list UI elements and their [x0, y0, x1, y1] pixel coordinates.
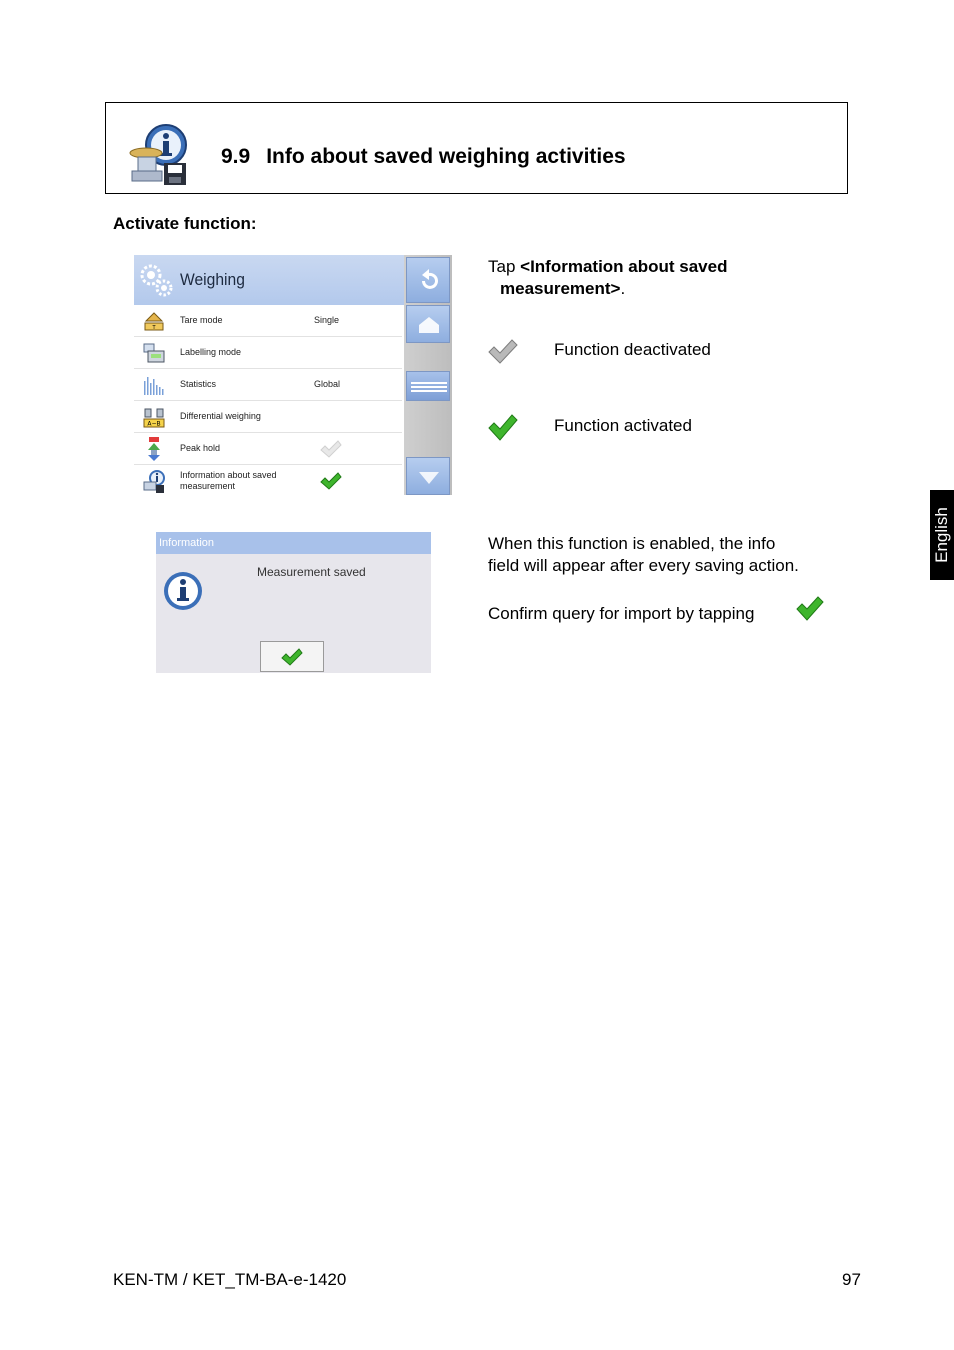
- menu-row-peak-hold[interactable]: [134, 433, 402, 465]
- activate-heading: Activate function:: [113, 214, 257, 233]
- footer-document-id: KEN-TM / KET_TM-BA-e-1420: [113, 1270, 347, 1289]
- section-title-text: Info about saved weighing activities: [266, 145, 626, 168]
- check-green-icon[interactable]: [320, 471, 342, 491]
- section-header-box: [105, 102, 848, 194]
- check-green-icon: [796, 595, 824, 621]
- svg-text:A−B: A−B: [147, 420, 161, 428]
- back-button[interactable]: [406, 257, 450, 303]
- scroll-thumb[interactable]: [406, 371, 450, 401]
- tare-mode-label: Tare mode: [180, 315, 223, 325]
- confirm-button[interactable]: [260, 641, 324, 672]
- peak-hold-icon: [142, 437, 166, 461]
- info-dialog: [156, 532, 431, 673]
- info-save-icon: [142, 469, 166, 493]
- back-icon: [416, 268, 442, 294]
- differential-weighing-label: Differential weighing: [180, 411, 261, 421]
- svg-text:T: T: [152, 325, 156, 331]
- check-green-icon: [488, 413, 518, 441]
- scroll-grip-icon: [411, 380, 447, 394]
- differential-icon: [142, 405, 166, 429]
- tap-instruction: [488, 256, 727, 278]
- dialog-titlebar: [156, 532, 431, 554]
- home-button[interactable]: [406, 305, 450, 343]
- weighing-title: Weighing: [180, 270, 245, 289]
- confirm-text: Confirm query for import by tapping: [488, 604, 755, 623]
- dialog-message: Measurement saved: [257, 565, 366, 579]
- gears-icon: [139, 263, 173, 297]
- menu-row-info-saved-measurement[interactable]: [134, 465, 402, 495]
- peak-hold-label: Peak hold: [180, 443, 221, 453]
- statistics-label: Statistics: [180, 379, 217, 389]
- menu-row-differential-weighing[interactable]: [134, 401, 402, 433]
- home-icon: [417, 315, 441, 335]
- scroll-down-button[interactable]: [406, 457, 450, 495]
- info-text-line2: field will appear after every saving action.: [488, 556, 799, 575]
- tare-mode-value: Single: [314, 315, 340, 325]
- info-saved-measurement-label: Information about saved measurement: [180, 470, 277, 491]
- footer-page-number: 97: [842, 1270, 861, 1289]
- labelling-mode-label: Labelling mode: [180, 347, 242, 357]
- language-tab: [930, 490, 954, 580]
- statistics-icon: [142, 373, 166, 397]
- tap-bold-line2: measurement>: [500, 279, 621, 298]
- weighing-screen: [134, 255, 452, 495]
- menu-row-labelling-mode[interactable]: [134, 337, 402, 369]
- legend-deactivated: Function deactivated: [554, 340, 711, 359]
- check-grey-icon: [488, 338, 518, 364]
- tap-instruction-cont: [500, 278, 625, 300]
- info-icon: [162, 570, 204, 612]
- tap-suffix: .: [620, 279, 626, 298]
- label-printer-icon: [142, 341, 166, 365]
- side-toolbar: [404, 255, 452, 495]
- check-grey-icon[interactable]: [320, 439, 342, 459]
- weighing-header: [134, 255, 404, 305]
- scroll-down-icon: [417, 468, 441, 486]
- section-number: 9.9: [221, 145, 251, 168]
- info-text-line1: When this function is enabled, the info: [488, 534, 776, 553]
- info-scale-save-icon: [128, 123, 190, 189]
- weighing-menu-list: [134, 305, 402, 495]
- section-title: [221, 145, 626, 169]
- statistics-value: Global: [314, 379, 341, 389]
- dialog-title: Information: [159, 537, 215, 549]
- legend-activated: Function activated: [554, 416, 692, 435]
- menu-row-statistics[interactable]: [134, 369, 402, 401]
- menu-row-tare-mode[interactable]: [134, 305, 402, 337]
- tap-bold-line1: <Information about saved: [520, 257, 728, 276]
- language-label: English: [932, 507, 951, 563]
- tare-icon: [142, 309, 166, 333]
- check-green-icon: [281, 648, 303, 666]
- tap-prefix: Tap: [488, 257, 521, 276]
